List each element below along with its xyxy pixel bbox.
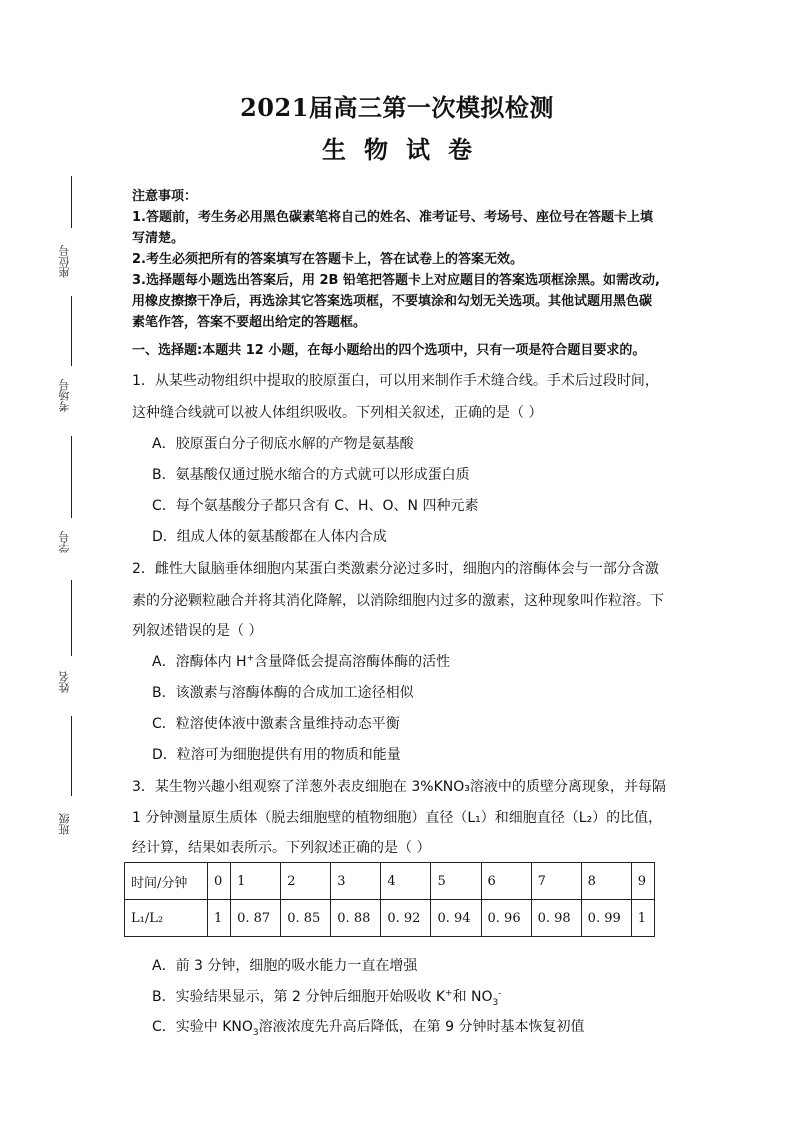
table-cell: 4 bbox=[381, 863, 431, 900]
margin-line bbox=[71, 436, 72, 518]
question-1-option-c: C．每个氨基酸分子都只含有 C、H、O、N 四种元素 bbox=[152, 498, 479, 514]
question-2-option-a bbox=[152, 651, 450, 671]
question-2-option-c: C．粒溶使体液中激素含量维持动态平衡 bbox=[152, 716, 400, 732]
option-text: C．实验中 KNO bbox=[152, 1019, 253, 1035]
results-table bbox=[124, 862, 655, 937]
question-1-option-a: A．胶原蛋白分子彻底水解的产物是氨基酸 bbox=[152, 436, 414, 452]
table-cell: 2 bbox=[281, 863, 331, 900]
section-heading: 一、选择题:本题共 12 小题，在每小题给出的四个选项中，只有一项是符合题目要求的。 bbox=[132, 343, 646, 358]
note-item: 3.选择题每小题选出答案后，用 2B 铅笔把答题卡上对应题目的答案选项框涂黑。如需改动,用橡皮擦擦干净后，再选涂其它答案选项框，不要填涂和勾划无关选项。其他试题用黑色碳素笔作答，答案不要超出给定的答题框。 bbox=[132, 273, 660, 330]
table-cell: 0. 99 bbox=[581, 900, 631, 937]
question-2-stem: 列叙述错误的是（ ） bbox=[132, 623, 263, 639]
seat-number-label: 座位号 bbox=[58, 245, 71, 279]
superscript: + bbox=[246, 653, 255, 664]
table-cell: 0. 87 bbox=[231, 900, 281, 937]
subscript: 3 bbox=[252, 1027, 259, 1038]
subscript: 3 bbox=[492, 997, 499, 1008]
question-2-stem: 素的分泌颗粒融合并将其消化降解，以消除细胞内过多的激素，这种现象叫作粒溶。下 bbox=[132, 593, 664, 609]
page-subtitle: 生物试卷 bbox=[322, 135, 490, 164]
notes-heading: 注意事项： bbox=[132, 189, 198, 204]
table-cell: 0. 94 bbox=[431, 900, 481, 937]
table-cell: 1 bbox=[631, 900, 654, 937]
table-row bbox=[125, 863, 655, 900]
table-cell: 0. 88 bbox=[331, 900, 381, 937]
question-3-stem: 经计算，结果如表所示。下列叙述正确的是（ ） bbox=[132, 840, 431, 856]
margin-line bbox=[71, 716, 72, 796]
table-cell: 1 bbox=[231, 863, 281, 900]
exam-room-label: 考场号 bbox=[58, 379, 71, 413]
margin-line bbox=[71, 176, 72, 228]
margin-line bbox=[71, 296, 72, 366]
name-label: 姓名 bbox=[58, 671, 71, 693]
table-cell: 3 bbox=[331, 863, 381, 900]
superscript: - bbox=[498, 988, 502, 999]
table-row bbox=[125, 900, 655, 937]
table-cell: 5 bbox=[431, 863, 481, 900]
option-text: 溶液浓度先升高后降低，在第 9 分钟时基本恢复初值 bbox=[258, 1019, 585, 1035]
question-1-option-b: B．氨基酸仅通过脱水缩合的方式就可以形成蛋白质 bbox=[152, 467, 470, 483]
table-cell: 0. 85 bbox=[281, 900, 331, 937]
student-id-label: 学号 bbox=[58, 531, 71, 553]
option-text: A．溶酶体内 H bbox=[152, 654, 247, 670]
margin-line bbox=[71, 580, 72, 656]
table-header-cell: 时间/分钟 bbox=[125, 863, 208, 900]
superscript: + bbox=[445, 988, 453, 999]
table-cell: 0 bbox=[208, 863, 231, 900]
option-text: B．实验结果显示，第 2 分钟后细胞开始吸收 K bbox=[152, 989, 446, 1005]
question-3-option-b bbox=[152, 986, 502, 1008]
option-text: 和 NO bbox=[452, 989, 493, 1005]
question-3-stem: 1 分钟测量原生质体（脱去细胞壁的植物细胞）直径（L₁）和细胞直径（L₂）的比值， bbox=[132, 810, 663, 826]
class-label: 班级 bbox=[58, 813, 71, 835]
note-item: 2.考生必须把所有的答案填写在答题卡上，答在试卷上的答案无效。 bbox=[132, 252, 523, 267]
question-1-option-d: D．组成人体的氨基酸都在人体内合成 bbox=[152, 529, 387, 545]
table-cell: 6 bbox=[481, 863, 531, 900]
table-cell: 7 bbox=[531, 863, 581, 900]
table-cell: 8 bbox=[581, 863, 631, 900]
question-3-option-c bbox=[152, 1016, 584, 1038]
page-title: 2021届高三第一次模拟检测 bbox=[240, 93, 554, 122]
table-cell: 0. 92 bbox=[381, 900, 431, 937]
table-cell: 1 bbox=[208, 900, 231, 937]
question-2-option-b: B．该激素与溶酶体酶的合成加工途径相似 bbox=[152, 685, 414, 701]
option-text: 含量降低会提高溶酶体酶的活性 bbox=[254, 654, 451, 670]
table-header-cell: L₁/L₂ bbox=[125, 900, 208, 937]
question-3-stem: 3．某生物兴趣小组观察了洋葱外表皮细胞在 3%KNO₃溶液中的质壁分离现象，并每隔 bbox=[132, 779, 666, 795]
question-2-option-d: D．粒溶可为细胞提供有用的物质和能量 bbox=[152, 747, 401, 763]
question-1-stem: 1．从某些动物组织中提取的胶原蛋白，可以用来制作手术缝合线。手术后过段时间， bbox=[132, 373, 659, 389]
question-1-stem: 这种缝合线就可以被人体组织吸收。下列相关叙述，正确的是（ ） bbox=[132, 405, 543, 421]
table-cell: 0. 96 bbox=[481, 900, 531, 937]
note-item: 1.答题前，考生务必用黑色碳素笔将自己的姓名、准考证号、考场号、座位号在答题卡上填写清楚。 bbox=[132, 210, 653, 246]
question-2-stem: 2．雌性大鼠脑垂体细胞内某蛋白类激素分泌过多时，细胞内的溶酶体会与一部分含激 bbox=[132, 561, 659, 577]
exam-notes bbox=[132, 186, 660, 333]
table-cell: 9 bbox=[631, 863, 654, 900]
question-3-option-a: A．前 3 分钟，细胞的吸水能力一直在增强 bbox=[152, 958, 418, 974]
table-cell: 0. 98 bbox=[531, 900, 581, 937]
